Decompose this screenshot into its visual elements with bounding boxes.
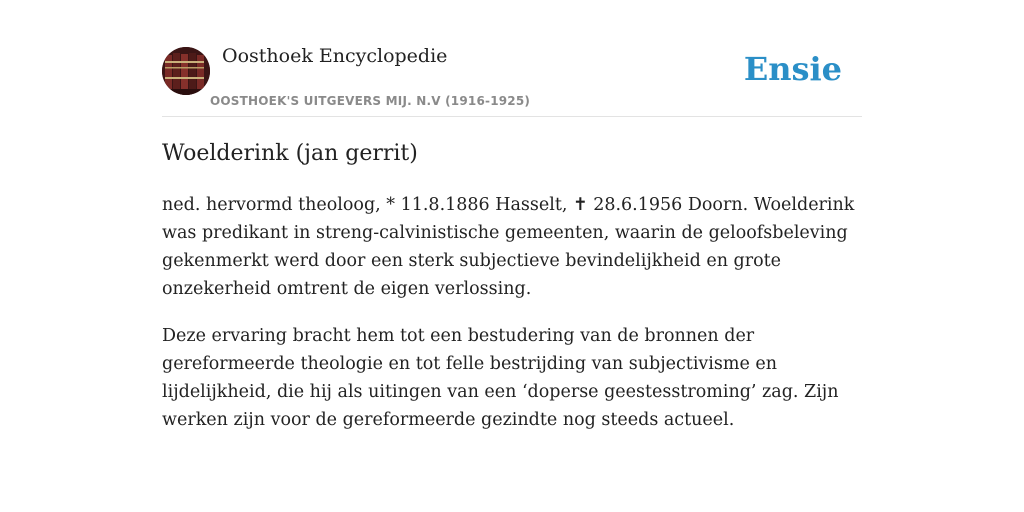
brand-logo[interactable]: Ensie [743,50,842,88]
site-title[interactable]: Oosthoek Encyclopedie [222,45,448,67]
page-title: Woelderink (jan gerrit) [162,141,418,166]
site-header [162,0,862,117]
publisher-subtitle: OOSTHOEK'S UITGEVERS MIJ. N.V (1916-1925) [210,94,531,108]
article-paragraph: ned. hervormd theoloog, * 11.8.1886 Hasselt, ✝ 28.6.1956 Doorn. Woelderink was predikant in streng-calvinistische gemeenten, waarin de geloofsbeleving gekenmerkt werd door een sterk subjectieve bevindelijkheid en grote onzekerheid omtrent de eigen verlossing. [162,195,855,299]
article-paragraph: Deze ervaring bracht hem tot een bestudering van de bronnen der gereformeerde theologie en tot felle bestrijding van subjectivisme en lijdelijkheid, die hij als uitingen van een ‘doperse geestesstroming’ zag. Zijn werken zijn voor de gereformeerde gezindte nog steeds actueel. [162,326,839,430]
page [162,0,862,434]
encyclopedia-books-icon[interactable] [162,47,210,95]
